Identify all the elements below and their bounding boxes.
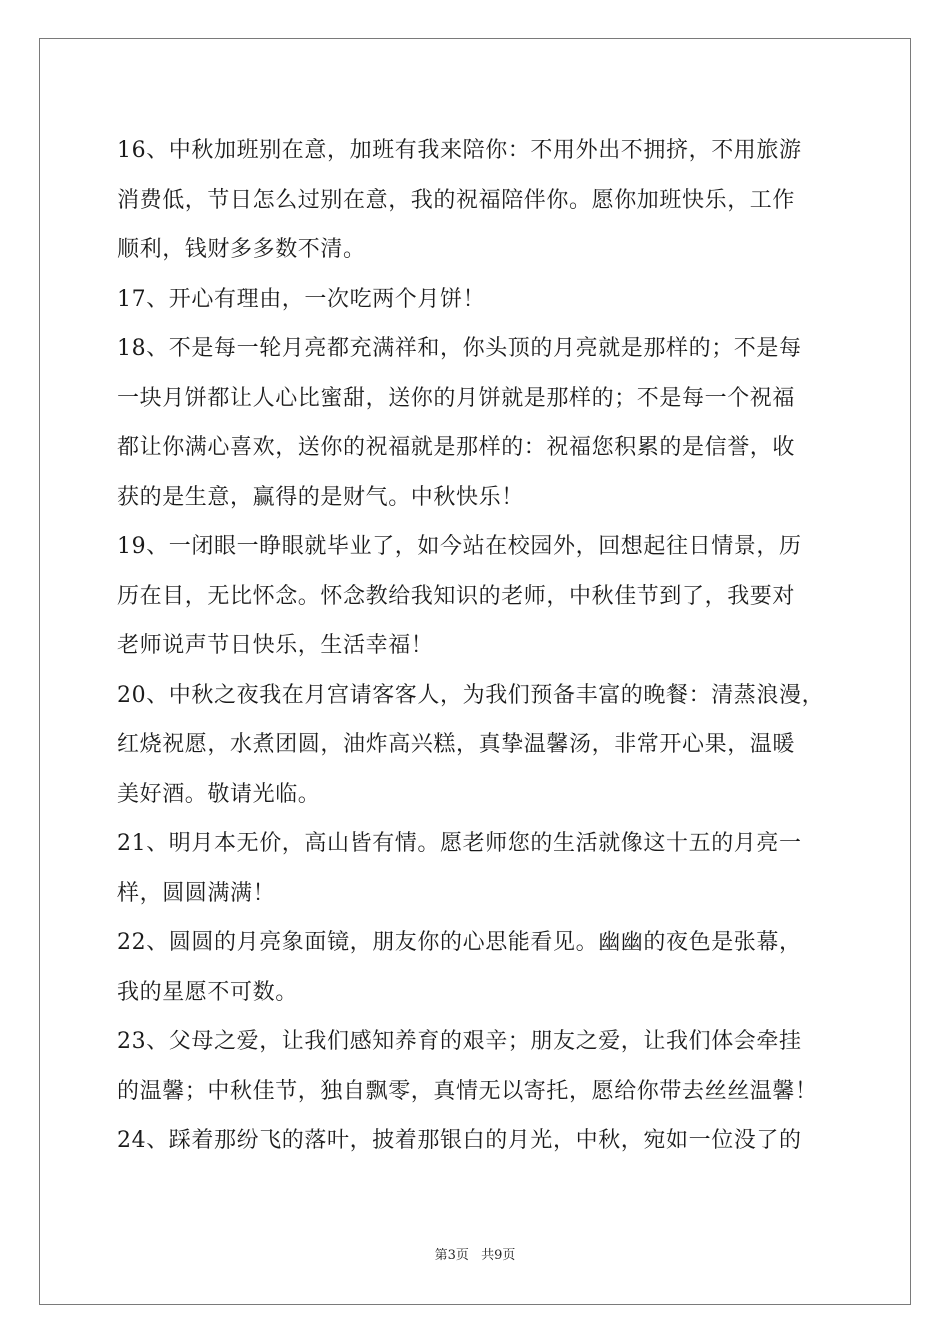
text-line: 18、不是每一轮月亮都充满祥和，你头顶的月亮就是那样的；不是每 [117,336,802,361]
text-line: 获的是生意，赢得的是财气。中秋快乐！ [117,484,524,510]
text-line: 16、中秋加班别在意，加班有我来陪你：不用外出不拥挤，不用旅游 [117,138,802,163]
document-body [117,126,833,1166]
text-line: 的温馨；中秋佳节，独自飘零，真情无以寄托，愿给你带去丝丝温馨！ [117,1078,818,1104]
text-line: 美好酒。敬请光临。 [117,781,321,807]
page-footer [0,1246,950,1266]
text-line: 样，圆圆满满！ [117,880,276,906]
text-line: 22、圆圆的月亮象面镜，朋友你的心思能看见。幽幽的夜色是张幕， [117,930,802,955]
page-number-current: 第3页 [434,1248,469,1263]
text-line: 消费低，节日怎么过别在意，我的祝福陪伴你。愿你加班快乐，工作 [117,187,796,213]
text-line: 顺利，钱财多多数不清。 [117,237,366,262]
text-line: 红烧祝愿，水煮团圆，油炸高兴糕，真挚温馨汤，非常开心果，温暖 [117,732,796,757]
text-line: 老师说声节日快乐，生活幸福！ [117,633,434,658]
page-number-total: 共9页 [481,1248,516,1263]
text-line: 历在目，无比怀念。怀念教给我知识的老师，中秋佳节到了，我要对 [117,583,796,609]
text-line: 23、父母之爱，让我们感知养育的艰辛；朋友之爱，让我们体会牵挂 [117,1029,802,1054]
text-line: 19、一闭眼一睁眼就毕业了，如今站在校园外，回想起往日情景，历 [117,534,802,559]
text-line: 24、踩着那纷飞的落叶，披着那银白的月光，中秋，宛如一位没了的 [117,1128,802,1153]
text-line: 17、开心有理由，一次吃两个月饼！ [117,286,486,312]
text-line: 20、中秋之夜我在月宫请客客人，为我们预备丰富的晚餐：清蒸浪漫， [117,682,825,708]
text-line: 我的星愿不可数。 [117,979,298,1005]
text-line: 都让你满心喜欢，送你的祝福就是那样的：祝福您积累的是信誉，收 [117,435,796,460]
text-line: 21、明月本无价，高山皆有情。愿老师您的生活就像这十五的月亮一 [117,831,802,856]
text-line: 一块月饼都让人心比蜜甜，送你的月饼就是那样的；不是每一个祝福 [117,385,796,411]
